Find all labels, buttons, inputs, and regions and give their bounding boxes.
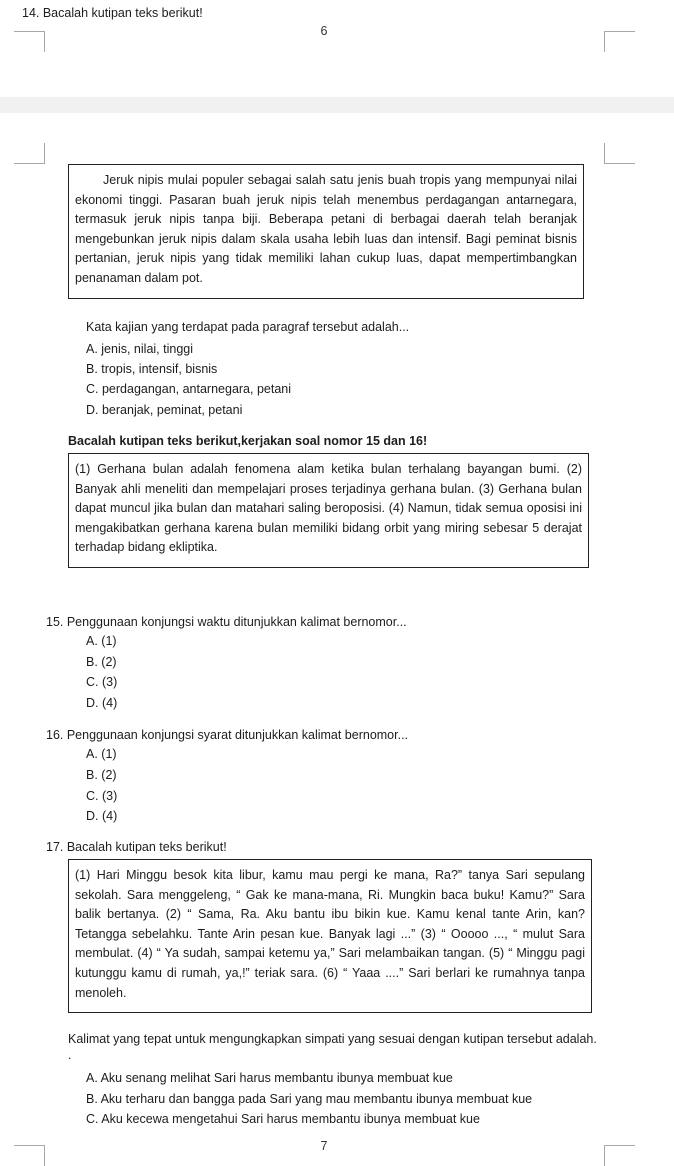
q14-passage-box [68, 164, 584, 299]
q15-question: 15. Penggunaan konjungsi waktu ditunjukkan kalimat bernomor... [46, 615, 407, 629]
q16-question: 16. Penggunaan konjungsi syarat ditunjukkan kalimat bernomor... [46, 728, 409, 742]
q16-option-d[interactable]: D. (4) [86, 809, 118, 823]
q14-option-d[interactable]: D. beranjak, peminat, petani [86, 403, 243, 417]
q17-header: 17. Bacalah kutipan teks berikut! [46, 840, 227, 854]
q14-passage: Jeruk nipis mulai populer sebagai salah satu jenis buah tropis yang mempunyai nilai ekonomi tinggi. Pasaran buah jeruk nipis telah menembus perdagangan antarnegara, termasuk jeruk nipis tanpa biji. Beberapa petani di berbagai daerah telah beranjak mengebunkan jeruk nipis dalam skala usaha lebih luas dan intensif. Bagi peminat bisnis pertanian, jeruk nipis yang tidak memiliki lahan cukup luas, dapat mempertimbangkan penanaman dalam pot. [75, 173, 577, 285]
page-number-bottom: 7 [320, 1139, 328, 1153]
q17-passage: (1) Hari Minggu besok kita libur, kamu mau pergi ke mana, Ra?” tanya Sari sepulang sekolah. Sara menggeleng, “ Gak ke mana-mana, Ri. Mungkin baca buku! Kamu?” Sara balik bertanya. (2) “ Sama, Ra. Aku bantu ibu bikin kue. Kamu kenal tante Arin, kan? Tetangga sebelahku. Tante Arin pesan kue. Banyak lagi ...” (3) “ Ooooo ..., “ mulut Sara membulat. (4) “ Ya sudah, sampai ketemu ya,” Sari melambaikan tangan. (5) “ Minggu pagi kutunggu kamu di rumah, ya,!” teriak sara. (6) “ Yaaa ....” Sari berlari ke rumahnya tanpa menoleh. [75, 868, 585, 1000]
q17-option-a[interactable]: A. Aku senang melihat Sari harus membantu ibunya membuat kue [86, 1071, 453, 1085]
q16-option-b[interactable]: B. (2) [86, 768, 117, 782]
q17-question-dot: . [68, 1048, 72, 1062]
q17-option-b[interactable]: B. Aku terharu dan bangga pada Sari yang mau membantu ibunya membuat kue [86, 1092, 533, 1106]
q14-option-c[interactable]: C. perdagangan, antarnegara, petani [86, 382, 292, 396]
q15-option-b[interactable]: B. (2) [86, 655, 117, 669]
q14-option-b[interactable]: B. tropis, intensif, bisnis [86, 362, 218, 376]
crop-mark-bottom-left [14, 1145, 45, 1166]
question-14-header: 14. Bacalah kutipan teks berikut! [22, 6, 203, 20]
q15-option-c[interactable]: C. (3) [86, 675, 118, 689]
page-gap [0, 97, 674, 113]
q15-option-a[interactable]: A. (1) [86, 634, 117, 648]
q17-question: Kalimat yang tepat untuk mengungkapkan simpati yang sesuai dengan kutipan tersebut adalah. [68, 1032, 597, 1046]
q14-option-a[interactable]: A. jenis, nilai, tinggi [86, 342, 194, 356]
crop-mark-page7-left [14, 143, 45, 164]
instruction-15-16: Bacalah kutipan teks berikut,kerjakan soal nomor 15 dan 16! [68, 434, 428, 448]
q16-option-c[interactable]: C. (3) [86, 789, 118, 803]
crop-mark-bottom-right [604, 1145, 635, 1166]
q17-passage-box [68, 859, 592, 1013]
page-number-top: 6 [320, 24, 328, 38]
crop-mark-top-right [604, 31, 635, 52]
passage-15-16: (1) Gerhana bulan adalah fenomena alam ketika bulan terhalang bayangan bumi. (2) Banyak ahli meneliti dan mempelajari proses terjadinya gerhana bulan. (3) Gerhana bulan dapat muncul jika bulan dan matahari saling beroposisi. (4) Namun, tidak semua oposisi ini mengakibatkan gerhana karena bulan memiliki bidang orbit yang miring sebesar 5 derajat terhadap bidang ekliptika. [75, 462, 582, 555]
passage-15-16-box [68, 453, 589, 568]
q17-option-c[interactable]: C. Aku kecewa mengetahui Sari harus membantu ibunya membuat kue [86, 1112, 480, 1126]
crop-mark-top-left [14, 31, 45, 52]
q15-option-d[interactable]: D. (4) [86, 696, 118, 710]
crop-mark-page7-right [604, 143, 635, 164]
q16-option-a[interactable]: A. (1) [86, 747, 117, 761]
q14-question: Kata kajian yang terdapat pada paragraf tersebut adalah... [86, 320, 410, 334]
